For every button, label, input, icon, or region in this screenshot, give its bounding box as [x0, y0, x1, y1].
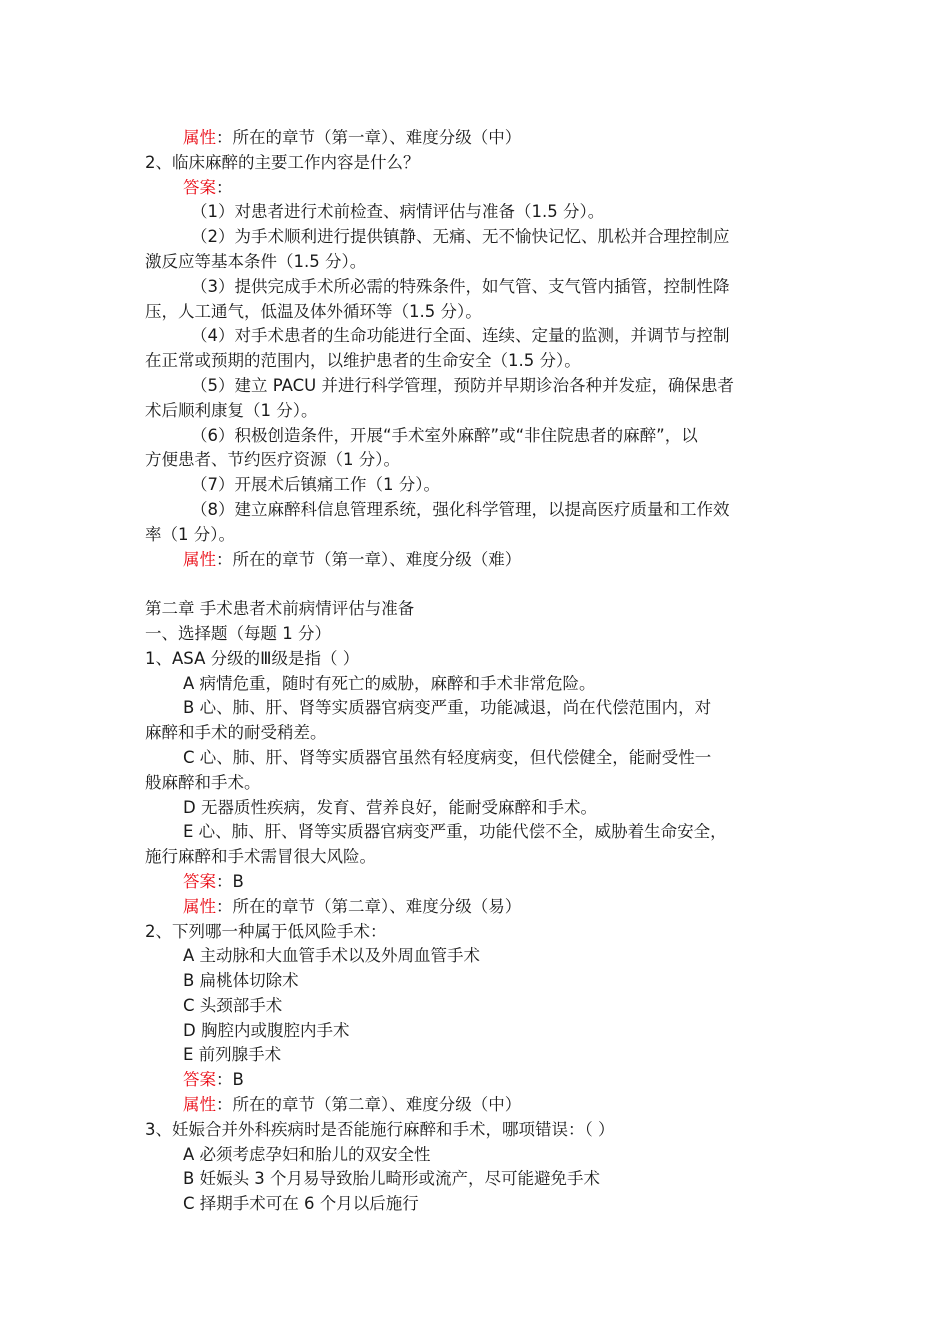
line-text: 压，人工通气，低温及体外循环等（1.5 分）。 [145, 301, 482, 321]
text-line [145, 845, 810, 870]
field-label: 答案 [183, 177, 216, 197]
text-line [145, 151, 810, 176]
text-line [145, 300, 810, 325]
line-text: 2、临床麻醉的主要工作内容是什么？ [145, 152, 420, 172]
text-line [145, 1043, 810, 1068]
line-text: 施行麻醉和手术需冒很大风险。 [145, 847, 376, 867]
field-label: 属性 [183, 549, 216, 569]
line-text: 麻醉和手术的耐受稍差。 [145, 723, 327, 743]
line-text: D 胸腔内或腹腔内手术 [183, 1020, 350, 1040]
line-text: 率（1 分）。 [145, 524, 235, 544]
text-line [145, 200, 810, 225]
text-line [145, 969, 810, 994]
field-label: 属性 [183, 1095, 216, 1115]
line-text: 方便患者、节约医疗资源（1 分）。 [145, 450, 400, 470]
line-text: 2、下列哪一种属于低风险手术： [145, 921, 387, 941]
line-text: B 扁桃体切除术 [183, 971, 299, 991]
label-line [145, 176, 810, 201]
text-line [145, 796, 810, 821]
text-line [145, 994, 810, 1019]
text-line [145, 399, 810, 424]
text-line [145, 225, 810, 250]
text-line [145, 1143, 810, 1168]
text-line [145, 1192, 810, 1217]
line-text: 1、ASA 分级的Ⅲ级是指（ ） [145, 648, 360, 668]
text-line [145, 1167, 810, 1192]
line-text: （6）积极创造条件，开展“手术室外麻醉”或“非住院患者的麻醉”，以 [191, 425, 698, 445]
text-line [145, 672, 810, 697]
line-text: ：所在的章节（第一章）、难度分级（难） [216, 549, 522, 569]
text-line [145, 622, 810, 647]
line-text: 术后顺利康复（1 分）。 [145, 400, 318, 420]
text-line [145, 1118, 810, 1143]
label-line [145, 126, 810, 151]
label-line [145, 895, 810, 920]
field-label: 属性 [183, 128, 216, 147]
text-line [145, 250, 810, 275]
text-line [145, 647, 810, 672]
line-text: （8）建立麻醉科信息管理系统，强化科学管理，以提高医疗质量和工作效 [191, 499, 730, 519]
text-line [145, 721, 810, 746]
line-text: 激反应等基本条件（1.5 分）。 [145, 251, 367, 271]
label-line [145, 1093, 810, 1118]
line-text: 3、妊娠合并外科疾病时是否能施行麻醉和手术，哪项错误：（ ） [145, 1119, 615, 1139]
line-text: ：所在的章节（第二章）、难度分级（易） [216, 896, 522, 916]
line-text: A 必须考虑孕妇和胎儿的双安全性 [183, 1144, 431, 1164]
label-line [145, 548, 810, 573]
line-text: E 前列腺手术 [183, 1045, 282, 1065]
line-text: B 妊娠头 3 个月易导致胎儿畸形或流产，尽可能避免手术 [183, 1169, 601, 1189]
line-text: D 无器质性疾病，发育、营养良好，能耐受麻醉和手术。 [183, 797, 597, 817]
text-line [145, 275, 810, 300]
line-text: （7）开展术后镇痛工作（1 分）。 [191, 475, 440, 495]
field-label: 答案 [183, 1070, 216, 1090]
text-line [145, 1019, 810, 1044]
line-text: C 心、肺、肝、肾等实质器官虽然有轻度病变，但代偿健全，能耐受性一 [183, 747, 712, 767]
label-line [145, 870, 810, 895]
text-line [145, 448, 810, 473]
field-label: 答案 [183, 871, 216, 891]
text-line [145, 324, 810, 349]
text-line [145, 424, 810, 449]
line-text: ：所在的章节（第一章）、难度分级（中） [216, 128, 522, 147]
line-text: E 心、肺、肝、肾等实质器官病变严重，功能代偿不全，威胁着生命安全， [183, 822, 727, 842]
line-text: A 病情危重，随时有死亡的威胁，麻醉和手术非常危险。 [183, 673, 596, 693]
field-label: 属性 [183, 896, 216, 916]
text-line [145, 920, 810, 945]
line-text: B 心、肺、肝、肾等实质器官病变严重，功能减退，尚在代偿范围内，对 [183, 698, 712, 718]
line-text: ：B [216, 871, 244, 891]
line-text: （3）提供完成手术所必需的特殊条件，如气管、支气管内插管，控制性降 [191, 276, 730, 296]
blank-line [145, 572, 810, 597]
text-line [145, 498, 810, 523]
text-line [145, 771, 810, 796]
line-text: C 头颈部手术 [183, 995, 283, 1015]
line-text: C 择期手术可在 6 个月以后施行 [183, 1194, 419, 1214]
text-line [145, 746, 810, 771]
text-line [145, 696, 810, 721]
text-line [145, 473, 810, 498]
line-text: 在正常或预期的范围内，以维护患者的生命安全（1.5 分）。 [145, 351, 581, 371]
line-text: （5）建立 PACU 并进行科学管理，预防并早期诊治各种并发症，确保患者 [191, 375, 734, 395]
text-line [145, 944, 810, 969]
text-line [145, 374, 810, 399]
line-text: （1）对患者进行术前检查、病情评估与准备（1.5 分）。 [191, 202, 605, 222]
line-text: ：B [216, 1070, 244, 1090]
line-text: ： [216, 177, 233, 197]
line-text: 般麻醉和手术。 [145, 772, 261, 792]
line-text: ：所在的章节（第二章）、难度分级（中） [216, 1095, 522, 1115]
line-text: （4）对手术患者的生命功能进行全面、连续、定量的监测，并调节与控制 [191, 326, 730, 346]
line-text: 第二章 手术患者术前病情评估与准备 [145, 599, 415, 619]
text-line [145, 349, 810, 374]
line-text: 一、选择题（每题 1 分） [145, 623, 331, 643]
label-line [145, 1068, 810, 1093]
text-line [145, 523, 810, 548]
text-line [145, 820, 810, 845]
line-text: A 主动脉和大血管手术以及外周血管手术 [183, 946, 481, 966]
document-body [145, 126, 810, 1217]
line-text: （2）为手术顺利进行提供镇静、无痛、无不愉快记忆、肌松并合理控制应 [191, 227, 730, 247]
text-line [145, 597, 810, 622]
